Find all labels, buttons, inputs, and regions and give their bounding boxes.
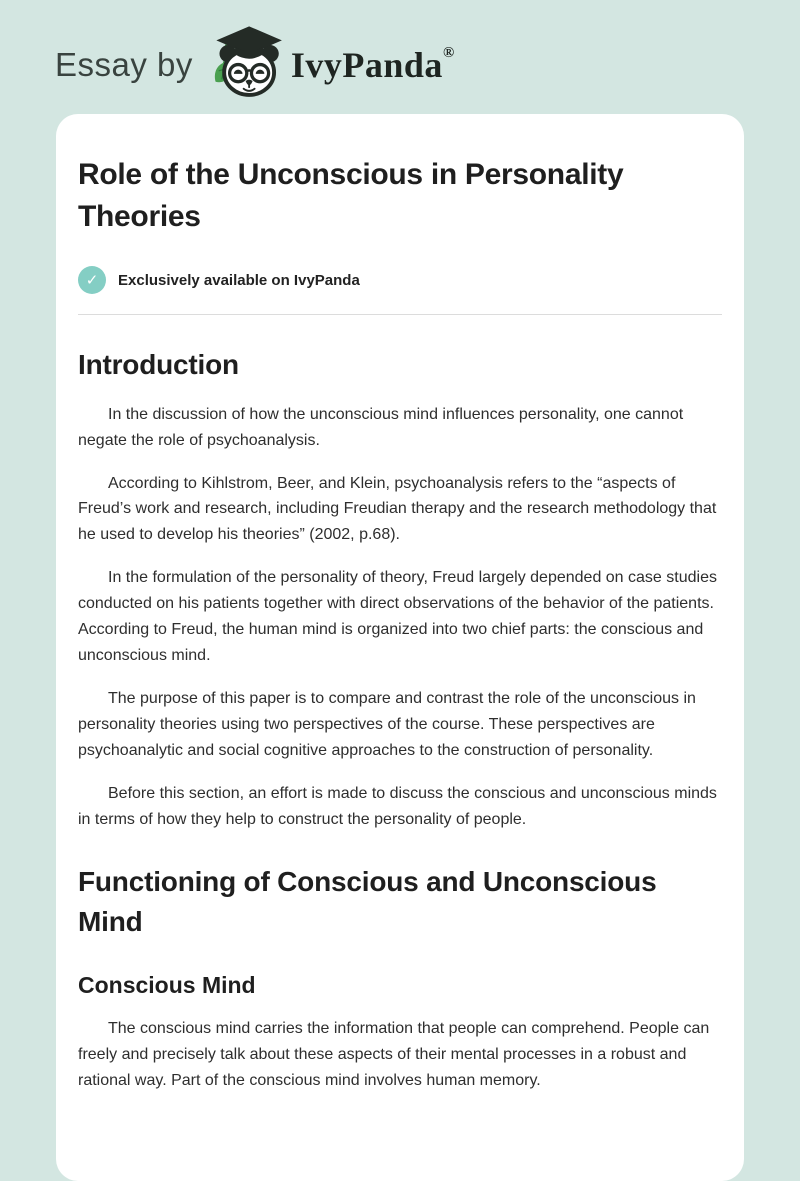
section-heading-introduction: Introduction — [78, 349, 239, 380]
checkmark-icon: ✓ — [78, 266, 106, 294]
paragraph: The purpose of this paper is to compare and contrast the role of the unconscious in personality theories using two perspectives of the course. These perspectives are psychoanalytic and social cognitive approaches to the construction of personality. — [78, 689, 696, 759]
brand-name — [291, 44, 455, 86]
brand-text: IvyPanda — [290, 45, 443, 85]
divider — [78, 314, 722, 315]
registered-mark: ® — [442, 45, 455, 61]
essay-card — [56, 114, 744, 1181]
exclusive-badge-label: Exclusively available on IvyPanda — [118, 271, 360, 289]
essay-title: Role of the Unconscious in Personality Theories — [78, 158, 624, 233]
site-header — [0, 0, 800, 100]
paragraph: The conscious mind carries the information that people can comprehend. People can freely and precisely talk about these aspects of their mental processes in a robust and rational way. Part of the conscious mind involves human memory. — [78, 1019, 710, 1089]
paragraph: In the formulation of the personality of theory, Freud largely depended on case studies conducted on his patients together with direct observations of the behavior of the patients. According to Freud, the human mind is organized into two chief parts: the conscious and unconscious mind. — [78, 569, 717, 664]
essay-by-label: Essay by — [55, 46, 193, 83]
section-heading-functioning: Functioning of Conscious and Unconscious Mind — [78, 866, 657, 938]
subsection-heading-conscious-mind: Conscious Mind — [78, 971, 256, 998]
paragraph: Before this section, an effort is made to discuss the conscious and unconscious minds in terms of how they help to construct the personality of people. — [78, 784, 717, 828]
paragraph: According to Kihlstrom, Beer, and Klein, psychoanalysis refers to the “aspects of Freud’s work and research, including Freudian therapy and the research methodology that he used to develop his theories” (2002, p.68). — [78, 474, 717, 544]
exclusive-badge — [78, 266, 722, 294]
paragraph: In the discussion of how the unconscious mind influences personality, one cannot negate the role of psychoanalysis. — [78, 405, 684, 449]
panda-graduate-icon — [207, 23, 285, 103]
